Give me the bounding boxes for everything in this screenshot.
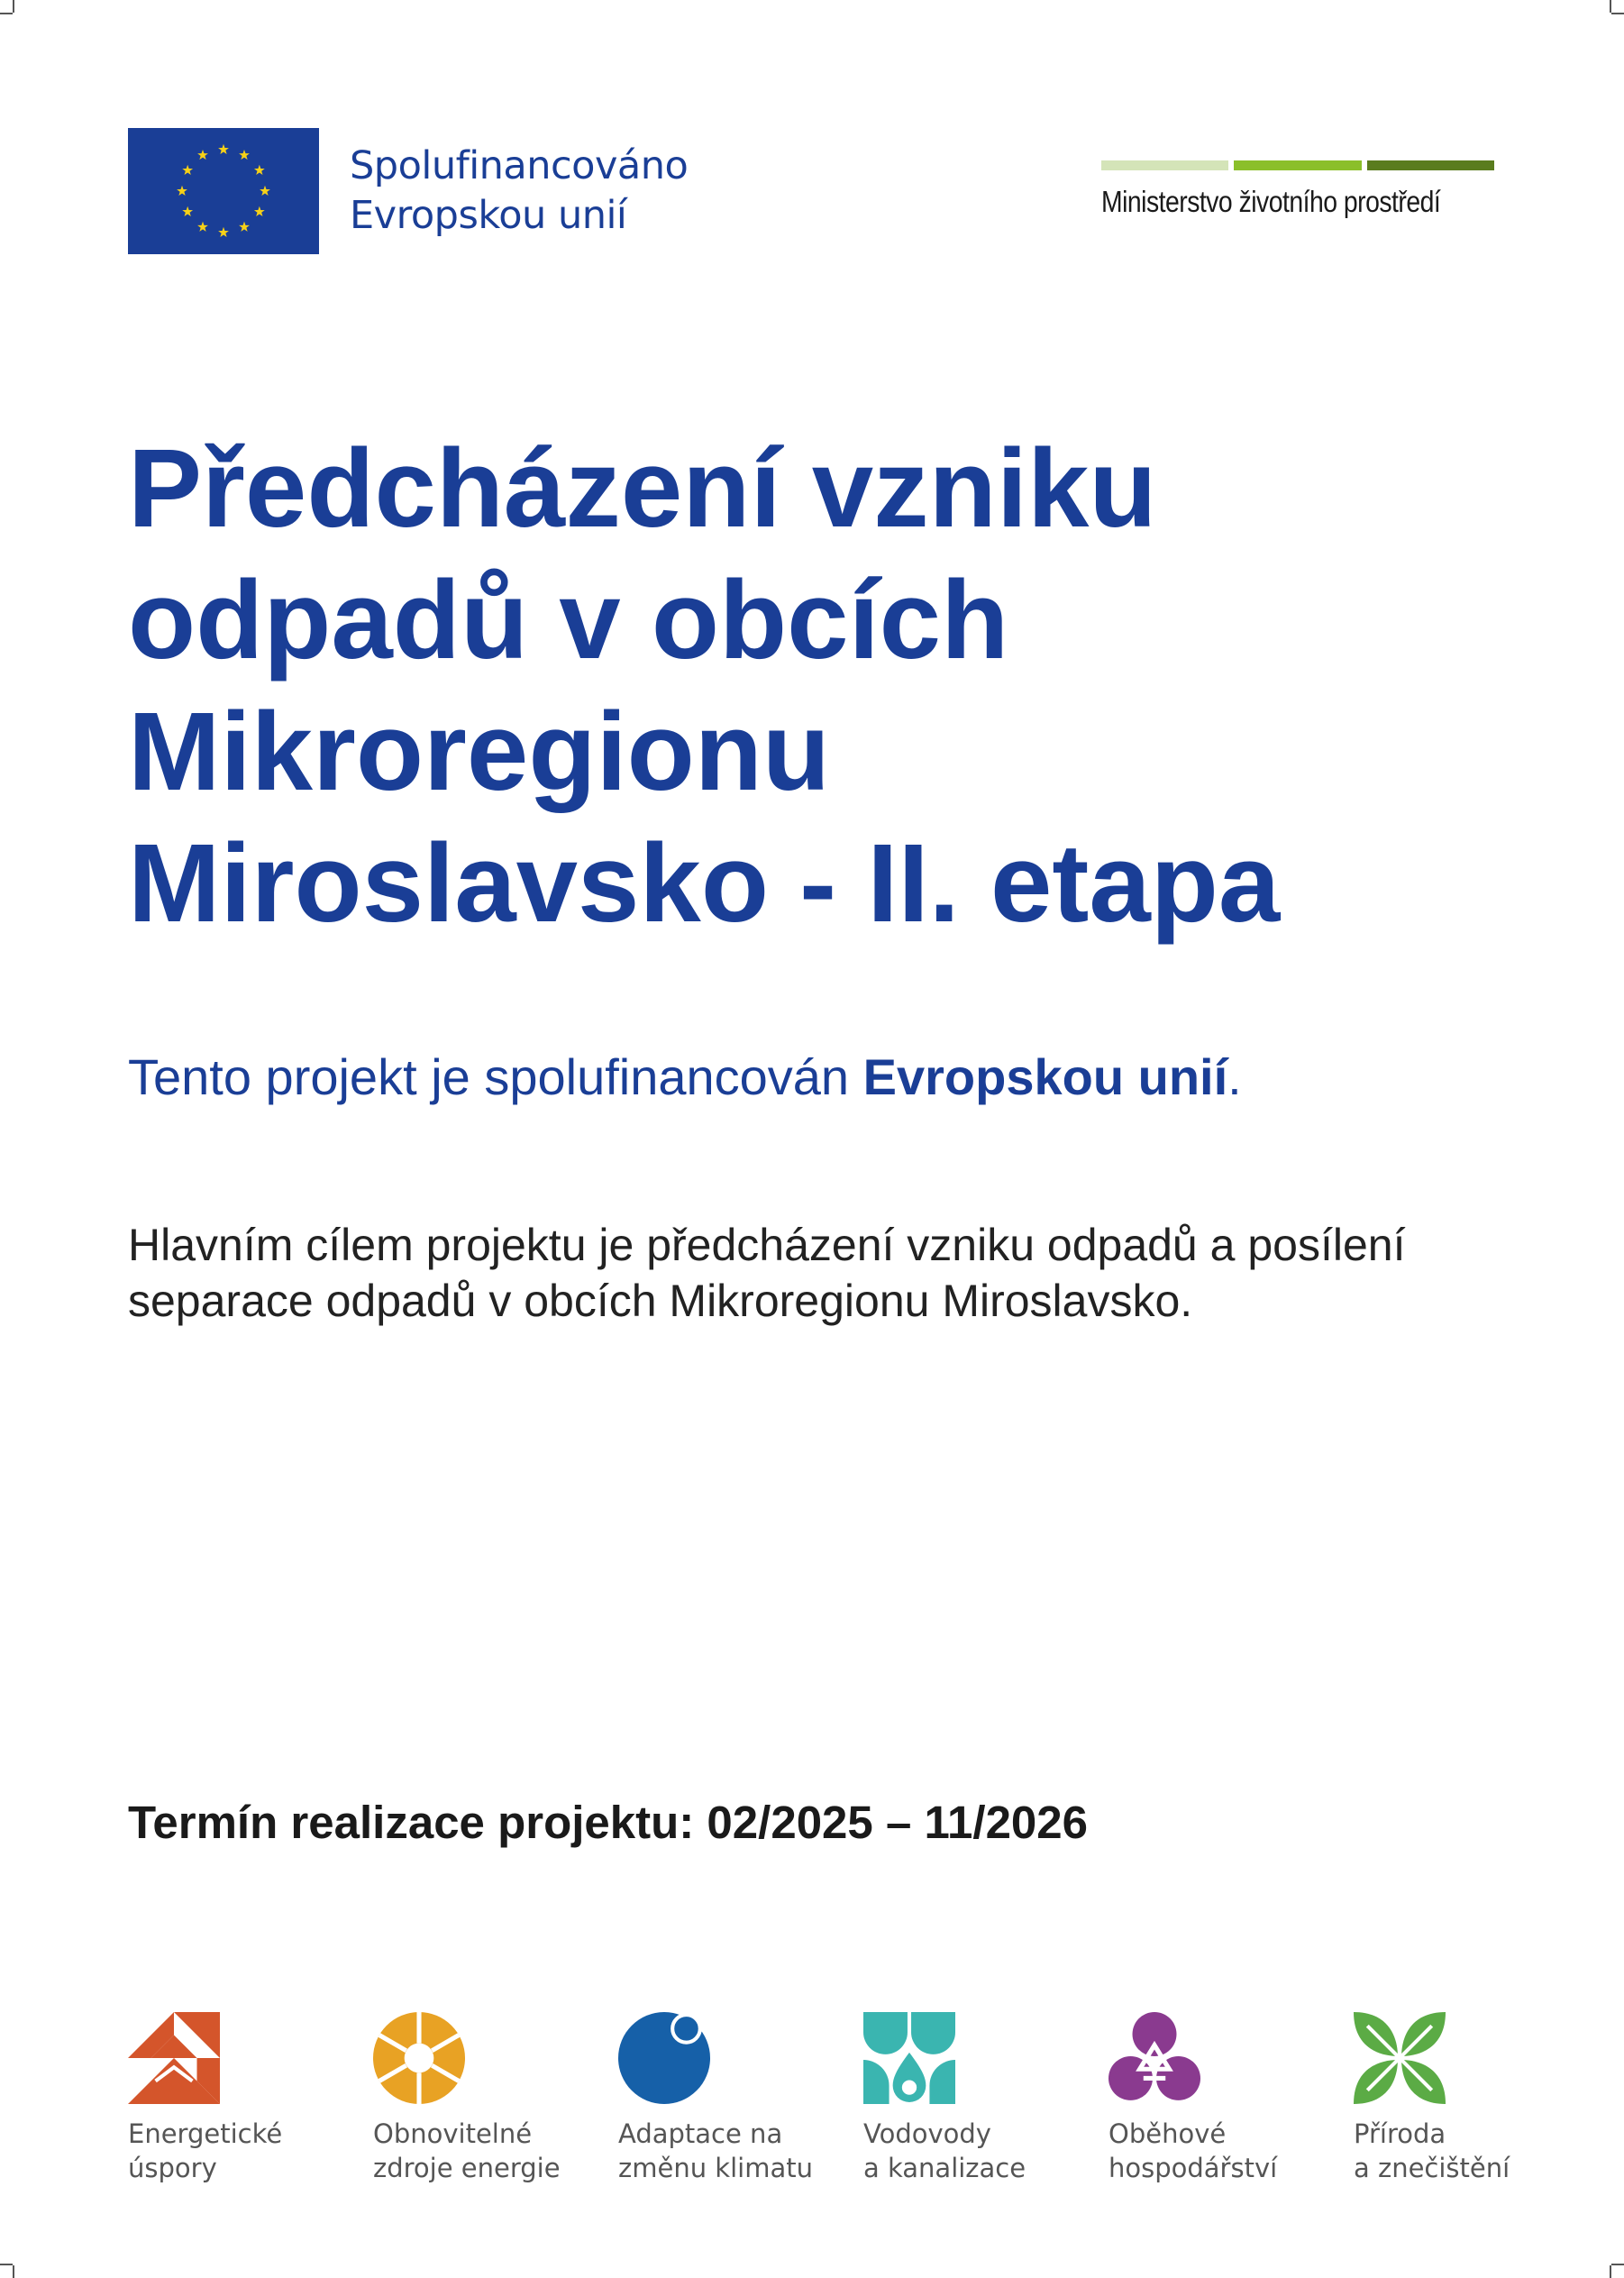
eu-cofinancing-logo bbox=[128, 128, 688, 254]
theme-label-line: a kanalizace bbox=[863, 2153, 1026, 2183]
eu-logo-text bbox=[350, 142, 688, 241]
theme-nature-pollution bbox=[1354, 2012, 1570, 2185]
theme-label bbox=[618, 2117, 835, 2185]
goal-line: Hlavním cílem projektu je předcházení vzniku odpadů a posílení bbox=[128, 1220, 1406, 1270]
crop-mark bbox=[13, 0, 14, 13]
theme-label-line: a znečištění bbox=[1354, 2153, 1510, 2183]
title-line: odpadů v obcích bbox=[128, 559, 1009, 682]
theme-energy-savings bbox=[128, 2012, 344, 2185]
crop-mark bbox=[1610, 2265, 1611, 2278]
theme-label-line: Příroda bbox=[1354, 2118, 1446, 2149]
theme-label bbox=[128, 2117, 344, 2185]
ministry-bar bbox=[1367, 160, 1494, 170]
theme-label-line: Vodovody bbox=[863, 2118, 991, 2149]
theme-renewable-energy bbox=[373, 2012, 589, 2185]
eu-flag-icon bbox=[128, 128, 319, 254]
title-line: Mikroregionu bbox=[128, 691, 831, 814]
project-goal bbox=[128, 1217, 1552, 1329]
crop-mark bbox=[13, 2265, 14, 2278]
theme-label bbox=[863, 2117, 1080, 2185]
energy-savings-icon bbox=[128, 2012, 220, 2104]
nature-pollution-icon bbox=[1354, 2012, 1446, 2104]
page-title bbox=[128, 424, 1534, 950]
theme-label-line: hospodářství bbox=[1109, 2153, 1278, 2183]
ministry-bar bbox=[1101, 160, 1228, 170]
crop-mark bbox=[1610, 0, 1611, 13]
ministry-logo-bars bbox=[1101, 160, 1494, 170]
theme-label bbox=[1109, 2117, 1325, 2185]
ministry-bar bbox=[1234, 160, 1361, 170]
goal-line: separace odpadů v obcích Mikroregionu Miroslavsko. bbox=[128, 1276, 1193, 1326]
eu-logo-line2: Evropskou unií bbox=[350, 193, 627, 238]
theme-climate-adaptation bbox=[618, 2012, 835, 2185]
crop-mark bbox=[1611, 13, 1624, 14]
circular-economy-icon bbox=[1109, 2012, 1200, 2104]
cofinancing-bold: Evropskou unií bbox=[862, 1048, 1228, 1105]
ministry-name: Ministerstvo životního prostředí bbox=[1101, 185, 1441, 218]
theme-circular-economy bbox=[1109, 2012, 1325, 2185]
cofinancing-statement bbox=[128, 1046, 1242, 1109]
theme-label-line: zdroje energie bbox=[373, 2153, 561, 2183]
theme-label bbox=[1354, 2117, 1570, 2185]
crop-mark bbox=[1611, 2264, 1624, 2265]
crop-mark bbox=[0, 2264, 13, 2265]
renewable-energy-icon bbox=[373, 2012, 465, 2104]
theme-label-line: Oběhové bbox=[1109, 2118, 1227, 2149]
crop-mark bbox=[0, 13, 13, 14]
title-line: Předcházení vzniku bbox=[128, 427, 1157, 551]
theme-icons-row bbox=[128, 2012, 1534, 2192]
theme-label-line: Adaptace na bbox=[618, 2118, 783, 2149]
theme-label-line: Energetické bbox=[128, 2118, 283, 2149]
project-term: Termín realizace projektu: 02/2025 – 11/2026 bbox=[128, 1797, 1089, 1848]
theme-water-sewage bbox=[863, 2012, 1080, 2185]
theme-label-line: Obnovitelné bbox=[373, 2118, 533, 2149]
climate-adaptation-icon bbox=[618, 2012, 710, 2104]
theme-label-line: změnu klimatu bbox=[618, 2153, 813, 2183]
eu-logo-line1: Spolufinancováno bbox=[350, 143, 689, 188]
theme-label bbox=[373, 2117, 589, 2185]
cofinancing-suffix: . bbox=[1227, 1048, 1242, 1105]
title-line: Miroslavsko - II. etapa bbox=[128, 822, 1281, 946]
cofinancing-prefix: Tento projekt je spolufinancován bbox=[128, 1048, 863, 1105]
ministry-logo bbox=[1101, 160, 1494, 219]
theme-label-line: úspory bbox=[128, 2153, 217, 2183]
water-sewage-icon bbox=[863, 2012, 955, 2104]
